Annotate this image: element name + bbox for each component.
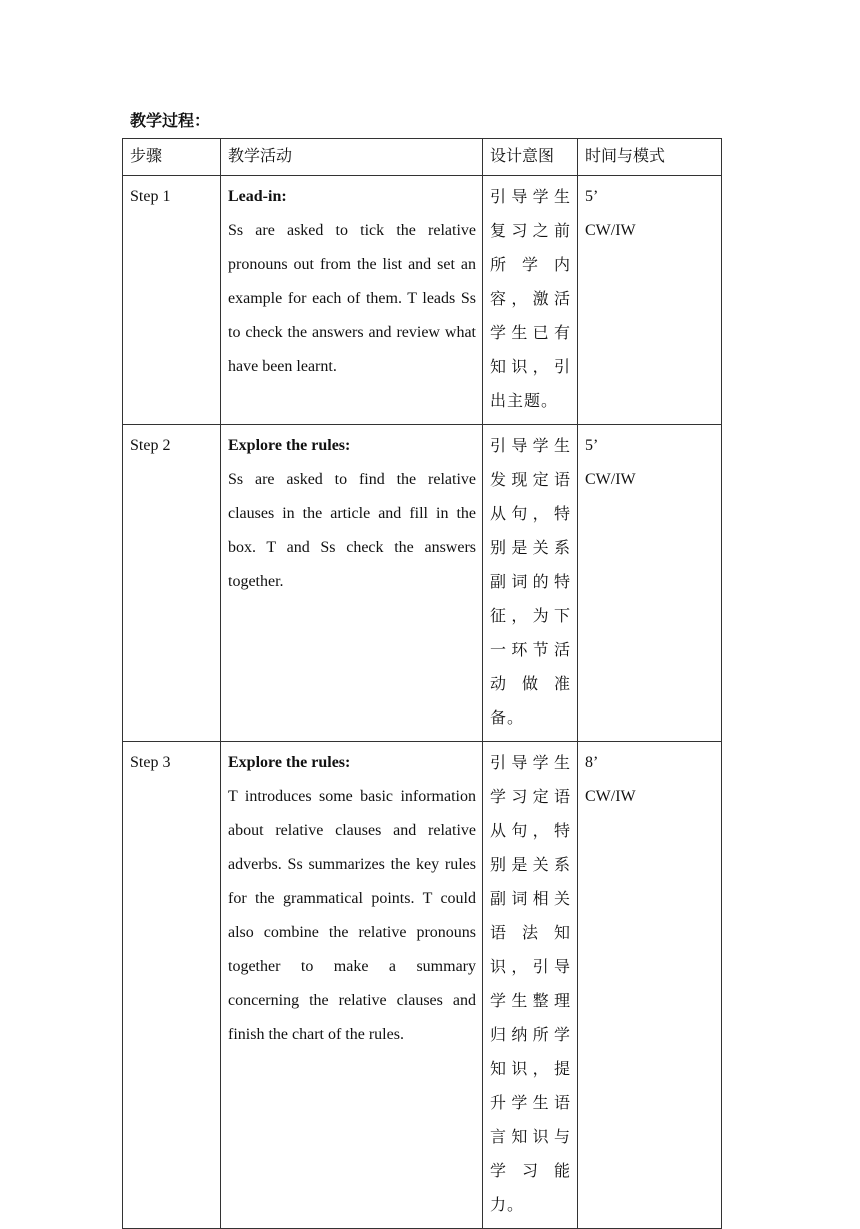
header-step: 步骤 [123, 139, 221, 176]
mode-value: CW/IW [585, 471, 636, 488]
step-label: Step 2 [130, 437, 171, 454]
header-activity: 教学活动 [221, 139, 483, 176]
time-mode-cell [578, 176, 722, 425]
activity-description: Ss are asked to find the relative clauses in the article and fill in the box. T and Ss check the answers together. [228, 471, 476, 590]
time-value: 5’ [585, 437, 599, 454]
intent-cell: 引导学生发现定语从句，特别是关系副词的特征，为下一环节活动做准备。 [483, 425, 578, 742]
step-label: Step 1 [130, 188, 171, 205]
activity-title: Lead-in: [228, 188, 287, 205]
activity-description: Ss are asked to tick the relative pronouns out from the list and set an example for each of them. T leads Ss to check the answers and review what have been learnt. [228, 222, 476, 375]
intent-cell: 引导学生复习之前所学内容，激活学生已有知识，引出主题。 [483, 176, 578, 425]
table-row [123, 425, 722, 742]
header-intent: 设计意图 [483, 139, 578, 176]
mode-value: CW/IW [585, 788, 636, 805]
step-cell [123, 176, 221, 425]
activity-cell [221, 425, 483, 742]
activity-description: T introduces some basic information about relative clauses and relative adverbs. Ss summarizes the key rules for the grammatical points. T could also combine the relative pronouns together to make a summary concerning the relative clauses and finish the chart of the rules. [228, 788, 476, 1043]
table-header-row [123, 139, 722, 176]
mode-value: CW/IW [585, 222, 636, 239]
header-time-mode: 时间与模式 [578, 139, 722, 176]
table-row [123, 176, 722, 425]
section-title: 教学过程： [130, 111, 211, 130]
step-cell [123, 742, 221, 1229]
time-mode-cell [578, 425, 722, 742]
teaching-process-table [122, 138, 722, 1229]
table-row [123, 742, 722, 1229]
intent-cell: 引导学生学习定语从句，特别是关系副词相关语法知识，引导学生整理归纳所学知识，提升学生语言知识与学习能力。 [483, 742, 578, 1229]
activity-title: Explore the rules: [228, 437, 351, 454]
time-value: 8’ [585, 754, 599, 771]
step-cell [123, 425, 221, 742]
activity-cell [221, 176, 483, 425]
activity-cell [221, 742, 483, 1229]
step-label: Step 3 [130, 754, 171, 771]
time-value: 5’ [585, 188, 599, 205]
time-mode-cell [578, 742, 722, 1229]
activity-title: Explore the rules: [228, 754, 351, 771]
